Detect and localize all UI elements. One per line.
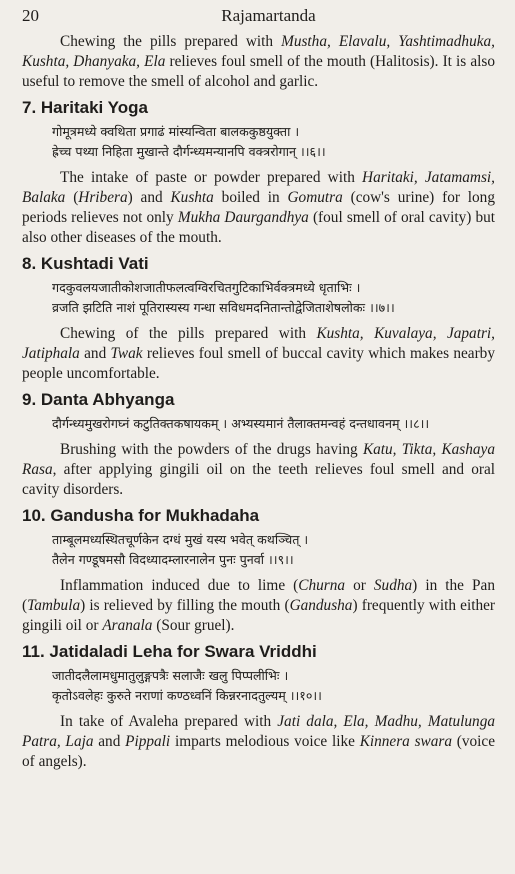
text-run: or	[345, 577, 374, 594]
text-run: ) frequently with either gingili oil or	[22, 597, 495, 634]
italic-term: Tambula	[27, 597, 81, 614]
verse-line: कृतोऽवलेहः कुरुते नराणां कण्ठध्वनिं किन्नरनादतुल्यम् ।।१०।।	[52, 688, 322, 703]
recipe-section	[22, 506, 495, 636]
italic-term: Aranala	[102, 617, 153, 634]
verse-line: ह्रेच्च पथ्या निहिता मुखान्ते दौर्गन्ध्यमन्यानपि वक्त्ररोगान् ।।६।।	[52, 144, 326, 159]
text-run: ) and	[127, 189, 171, 206]
italic-term: Jati dala, Ela, Madhu, Matulunga Patra, Laja	[22, 713, 495, 750]
sections-container	[22, 98, 495, 772]
recipe-section	[22, 98, 495, 248]
section-paragraph	[22, 440, 495, 500]
section-heading: 8. Kushtadi Vati	[22, 254, 149, 273]
verse-line: जातीदलैलामधुमातुलुङ्गपत्रैः सलाजैः खलु पिप्पलीभिः ।	[52, 668, 289, 683]
running-head	[22, 6, 495, 32]
italic-term: Churna	[298, 577, 346, 594]
sanskrit-verse	[52, 666, 495, 706]
italic-term: Katu, Tikta, Kashaya Rasa	[22, 441, 495, 478]
verse-line: दौर्गन्ध्यमुखरोगघ्नं कटुतिक्तकषायकम् । अभ्यस्यमानं तैलाक्तमन्वहं दन्तधावनम् ।।८।।	[52, 416, 430, 431]
section-heading: 9. Danta Abhyanga	[22, 390, 175, 409]
text-run: (	[65, 189, 79, 206]
italic-term: Kushta, Kuvalaya, Japatri, Jatiphala	[22, 325, 495, 362]
text-run: ) is relieved by filling the mouth (	[80, 597, 290, 614]
italic-term: Twak	[110, 345, 143, 362]
italic-term: Mukha Daurgandhya	[177, 209, 309, 226]
text-run: Inflammation induced due to lime (	[60, 577, 299, 594]
text-run: relieves foul smell of the mouth (Halitosis). It is also useful to remove the smell of alcohol and garlic.	[22, 53, 496, 90]
page-number: 20	[22, 6, 39, 25]
text-run: relieves foul smell of buccal cavity which makes nearby people uncomfortable.	[22, 345, 495, 382]
recipe-section	[22, 254, 495, 384]
italic-term: Pippali	[125, 733, 171, 750]
text-run: ) in the Pan (	[22, 577, 495, 614]
section-heading: 7. Haritaki Yoga	[22, 98, 148, 117]
text-run: Chewing of the pills prepared with	[60, 325, 317, 342]
text-run: boiled in	[213, 189, 288, 206]
italic-term: Hribera	[78, 189, 128, 206]
verse-line: गोमूत्रमध्ये क्वथिता प्रगाढं मांस्यन्विता बालककुष्ठयुक्ता ।	[52, 124, 300, 139]
sanskrit-verse	[52, 278, 495, 318]
verse-line: ताम्बूलमध्यस्थितचूर्णकेन दग्धं मुखं यस्य भवेत् कथञ्चित् ।	[52, 532, 309, 547]
text-run: Chewing the pills prepared with	[60, 33, 282, 50]
italic-term: Mustha, Elavalu, Yashtimadhuka, Kushta, Dhanyaka, Ela	[22, 33, 495, 70]
text-run: (voice of angels).	[22, 733, 496, 770]
text-run: The intake of paste or powder prepared with	[60, 169, 363, 186]
text-run: (Sour gruel).	[152, 617, 235, 634]
book-title: Rajamartanda	[221, 6, 316, 25]
text-run: Brushing with the powders of the drugs having	[60, 441, 363, 458]
intro-paragraph	[22, 32, 495, 92]
italic-term: Gandusha	[289, 597, 353, 614]
text-run: and	[79, 345, 111, 362]
text-run: , after applying gingili oil on the teeth relieves foul smell and oral cavity disorders.	[22, 461, 495, 498]
text-run: and	[93, 733, 126, 750]
verse-line: गदकुवलयजातीकोशजातीफलत्वग्विरचितगुटिकाभिर्वक्त्रमध्ये धृताभिः ।	[52, 280, 361, 295]
sanskrit-verse	[52, 530, 495, 570]
text-run: imparts melodious voice like	[170, 733, 360, 750]
section-paragraph	[22, 712, 495, 772]
italic-term: Kinnera swara	[359, 733, 453, 750]
section-paragraph	[22, 168, 495, 248]
section-paragraph	[22, 324, 495, 384]
italic-term: Kushta	[170, 189, 214, 206]
text-run: In take of Avaleha prepared with	[60, 713, 278, 730]
text-run: (foul smell of oral cavity) but also other diseases of the mouth.	[22, 209, 495, 246]
recipe-section	[22, 642, 495, 772]
sanskrit-verse	[52, 414, 495, 434]
text-run: (cow's urine) for long periods relieves not only	[22, 189, 495, 226]
section-heading: 10. Gandusha for Mukhadaha	[22, 506, 260, 525]
verse-line: तैलेन गण्डूषमसौ विदध्यादम्लारनालेन पुनः पुनर्वा ।।९।।	[52, 552, 294, 567]
section-heading: 11. Jatidaladi Leha for Swara Vriddhi	[22, 642, 317, 661]
verse-line: व्रजति झटिति नाशं पूतिरास्यस्य गन्धा सविधमदनितान्तोद्वेजिताशेषलोकः ।।७।।	[52, 300, 395, 315]
italic-term: Haritaki, Jatamamsi, Balaka	[22, 169, 495, 206]
sanskrit-verse	[52, 122, 495, 162]
recipe-section	[22, 390, 495, 500]
italic-term: Sudha	[373, 577, 413, 594]
italic-term: Gomutra	[287, 189, 343, 206]
section-paragraph	[22, 576, 495, 636]
